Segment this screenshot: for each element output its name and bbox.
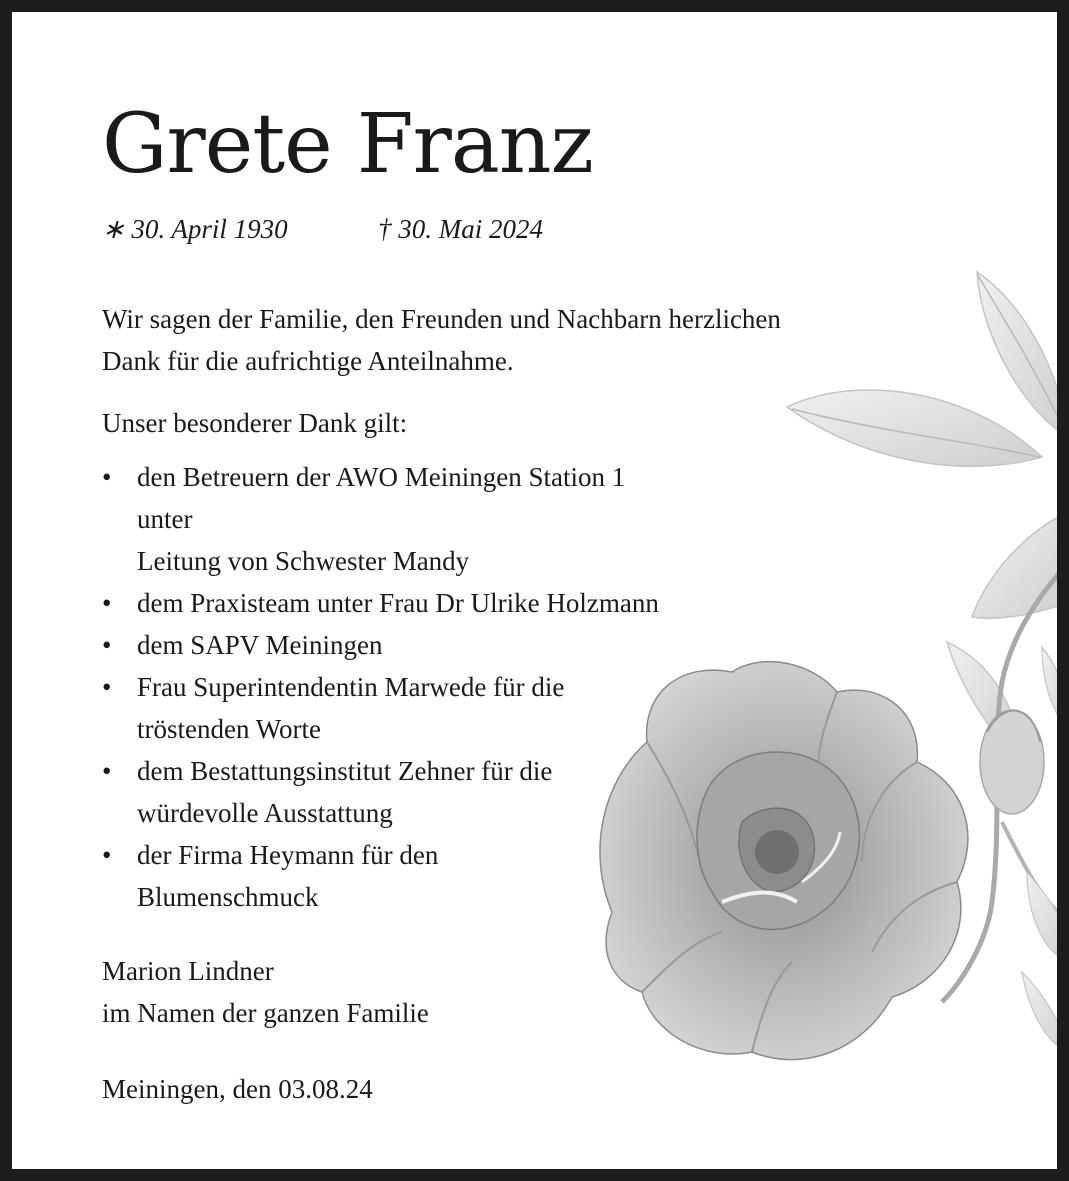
signature-note: im Namen der ganzen Familie [102, 998, 429, 1028]
intro-line-1: Wir sagen der Familie, den Freunden und Nachbarn herzlichen [102, 304, 781, 334]
list-item-line: Frau Superintendentin Marwede für die [137, 672, 565, 702]
death-date: † 30. Mai 2024 [378, 214, 543, 244]
intro-text [102, 298, 932, 382]
bullet-icon: • [102, 462, 112, 492]
list-item [102, 666, 662, 750]
list-item-line: dem Bestattungsinstitut Zehner für die [137, 756, 553, 786]
thanks-list [102, 456, 662, 918]
bullet-icon: • [102, 840, 112, 870]
list-item-line: Blumenschmuck [137, 882, 319, 912]
intro-line-2: Dank für die aufrichtige Anteilnahme. [102, 346, 514, 376]
signature-name: Marion Lindner [102, 956, 274, 986]
list-item-line: Leitung von Schwester Mandy [137, 546, 470, 576]
list-item [102, 456, 662, 582]
list-item [102, 582, 662, 624]
list-item-line: dem Praxisteam unter Frau Dr Ulrike Holzmann [137, 588, 659, 618]
list-item-line: tröstenden Worte [137, 714, 322, 744]
life-dates [102, 212, 962, 246]
list-item-line: den Betreuern der AWO Meiningen Station 1 unter [137, 462, 626, 534]
list-item [102, 834, 662, 918]
thanks-heading: Unser besonderer Dank gilt: [102, 408, 408, 438]
list-item-line: würdevolle Ausstattung [137, 798, 393, 828]
bullet-icon: • [102, 588, 112, 618]
signature-block [102, 950, 962, 1034]
list-item-line: der Firma Heymann für den [137, 840, 439, 870]
list-item [102, 624, 662, 666]
place-date: Meiningen, den 03.08.24 [102, 1074, 373, 1104]
obituary-content [102, 90, 962, 1110]
bullet-icon: • [102, 672, 112, 702]
list-item-line: dem SAPV Meiningen [137, 630, 383, 660]
list-item [102, 750, 662, 834]
bullet-icon: • [102, 630, 112, 660]
birth-date: ∗ 30. April 1930 [102, 214, 288, 244]
deceased-name: Grete Franz [102, 97, 593, 192]
bullet-icon: • [102, 756, 112, 786]
